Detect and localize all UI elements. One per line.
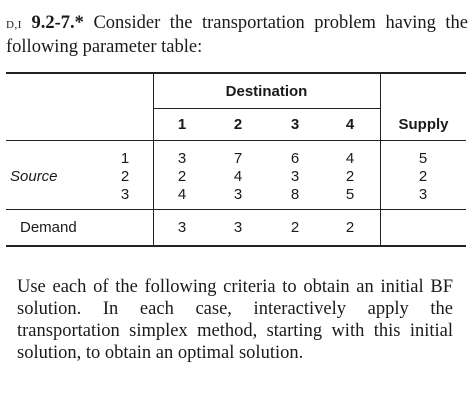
supply-header: Supply (398, 116, 449, 133)
cost-cell: 8 (290, 186, 300, 203)
cost-cell: 2 (177, 168, 187, 185)
demand-cell: 3 (233, 219, 243, 236)
table-top-rule (6, 72, 466, 74)
demand-cell: 2 (290, 219, 300, 236)
problem-number: 9.2-7.* (31, 13, 84, 33)
destination-divider-rule (153, 108, 380, 109)
supply-cell: 5 (418, 150, 428, 167)
parameter-table (6, 72, 466, 247)
cost-cell: 3 (177, 150, 187, 167)
cost-cell: 6 (290, 150, 300, 167)
problem-text: Consider the transportation problem having the following parameter table: (6, 13, 469, 57)
cost-cell: 2 (345, 168, 355, 185)
cost-cell: 4 (345, 150, 355, 167)
instructions-paragraph: Use each of the following criteria to obtain an initial BF solution. In each case, interactively apply the transportation simplex method, starting with this initial solution, to obtain an optimal solution. (17, 277, 453, 363)
cost-cell: 3 (290, 168, 300, 185)
source-bottom-rule (6, 209, 466, 210)
supply-block-rule (380, 72, 381, 247)
source-row-1: 1 (120, 150, 130, 167)
demand-label: Demand (20, 219, 77, 236)
supply-cell: 2 (418, 168, 428, 185)
problem-prefix: D,I (6, 19, 22, 31)
header-bottom-rule (6, 140, 466, 141)
cost-cell: 3 (233, 186, 243, 203)
source-row-2: 2 (120, 168, 130, 185)
dest-col-4: 4 (345, 116, 355, 133)
source-label: Source (10, 168, 58, 185)
dest-col-1: 1 (177, 116, 187, 133)
cost-cell: 5 (345, 186, 355, 203)
cost-cell: 7 (233, 150, 243, 167)
dest-col-2: 2 (233, 116, 243, 133)
destination-header: Destination (225, 83, 308, 100)
demand-cell: 3 (177, 219, 187, 236)
cost-cell: 4 (233, 168, 243, 185)
supply-cell: 3 (418, 186, 428, 203)
table-bottom-rule (6, 245, 466, 247)
cost-cell: 4 (177, 186, 187, 203)
demand-cell: 2 (345, 219, 355, 236)
problem-statement (6, 12, 468, 58)
dest-col-3: 3 (290, 116, 300, 133)
source-row-3: 3 (120, 186, 130, 203)
